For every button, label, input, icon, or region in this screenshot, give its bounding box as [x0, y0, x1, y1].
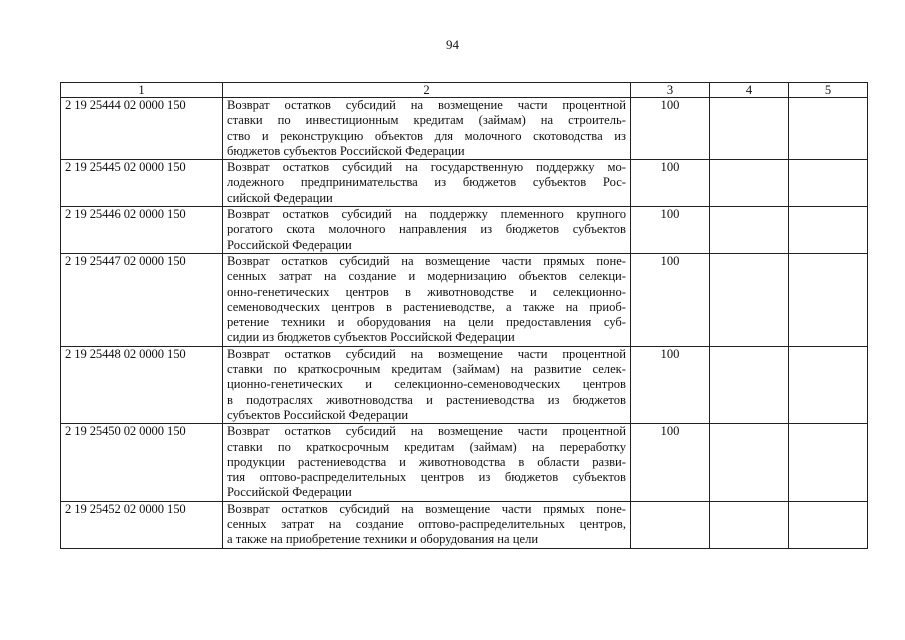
description-line: сенных затрат на создание оптово-распределительных центров,	[227, 517, 626, 532]
col4-cell	[710, 501, 789, 548]
table-row	[61, 346, 868, 423]
column-header: 1	[61, 83, 223, 98]
col4-cell	[710, 207, 789, 254]
description-line: ставки по инвестиционным кредитам (займам) на строитель-	[227, 113, 626, 128]
description-line: сидии из бюджетов субъектов Российской Федерации	[227, 330, 515, 345]
col4-cell	[710, 424, 789, 501]
description-line: ство и реконструкцию объектов для молочного скотоводства из	[227, 128, 626, 143]
description-line: продукции растениеводства и животноводства в области разви-	[227, 454, 626, 469]
description-line: ционно-генетических и селекционно-семеноводческих центров	[227, 377, 626, 392]
description-line: тия оптово-распределительных центров из бюджетов субъектов	[227, 470, 626, 485]
col4-cell	[710, 98, 789, 160]
col4-cell	[710, 346, 789, 423]
col5-cell	[789, 424, 868, 501]
column-header: 4	[710, 83, 789, 98]
description-cell	[223, 207, 631, 254]
col3-cell	[631, 501, 710, 548]
budget-code-cell: 2 19 25444 02 0000 150	[61, 98, 223, 160]
description-line: ставки по краткосрочным кредитам (займам) на развитие селек-	[227, 362, 626, 377]
description-line: Возврат остатков субсидий на возмещение части прямых поне-	[227, 253, 626, 268]
table-header-row	[61, 83, 868, 98]
description-line: сенных затрат на создание и модернизацию объектов селекци-	[227, 269, 626, 284]
description-line: рогатого скота молочного направления из бюджетов субъектов	[227, 222, 626, 237]
column-header: 5	[789, 83, 868, 98]
description-line: ставки по краткосрочным кредитам (займам) на переработку	[227, 439, 626, 454]
col5-cell	[789, 253, 868, 346]
description-line: сийской Федерации	[227, 190, 333, 205]
column-header: 3	[631, 83, 710, 98]
table-row	[61, 253, 868, 346]
page-number: 94	[446, 37, 459, 52]
budget-code-cell: 2 19 25448 02 0000 150	[61, 346, 223, 423]
description-line: бюджетов субъектов Российской Федерации	[227, 143, 465, 158]
col5-cell	[789, 501, 868, 548]
description-line: Возврат остатков субсидий на возмещение части процентной	[227, 98, 626, 112]
description-line: Возврат остатков субсидий на возмещение части прямых поне-	[227, 501, 626, 516]
description-cell	[223, 424, 631, 501]
description-line: онно-генетических центров в животноводстве и селекционно-	[227, 284, 626, 299]
description-cell	[223, 98, 631, 160]
description-cell	[223, 346, 631, 423]
table-row	[61, 98, 868, 160]
col4-cell	[710, 253, 789, 346]
col3-cell: 100	[631, 207, 710, 254]
column-header: 2	[223, 83, 631, 98]
col5-cell	[789, 160, 868, 207]
table-row	[61, 424, 868, 501]
description-line: Возврат остатков субсидий на государственную поддержку мо-	[227, 160, 626, 175]
col3-cell: 100	[631, 98, 710, 160]
budget-code-cell: 2 19 25445 02 0000 150	[61, 160, 223, 207]
description-line: субъектов Российской Федерации	[227, 407, 409, 422]
description-line: в подотраслях животноводства и растениеводства из бюджетов	[227, 392, 626, 407]
description-line: Возврат остатков субсидий на поддержку племенного крупного	[227, 207, 626, 222]
budget-code-cell: 2 19 25446 02 0000 150	[61, 207, 223, 254]
table-row	[61, 207, 868, 254]
budget-codes-table	[60, 82, 868, 549]
budget-code-cell: 2 19 25452 02 0000 150	[61, 501, 223, 548]
col5-cell	[789, 98, 868, 160]
col3-cell: 100	[631, 160, 710, 207]
col5-cell	[789, 346, 868, 423]
col4-cell	[710, 160, 789, 207]
description-line: Российской Федерации	[227, 237, 352, 252]
col3-cell: 100	[631, 346, 710, 423]
description-cell	[223, 253, 631, 346]
description-line: Возврат остатков субсидий на возмещение части процентной	[227, 424, 626, 439]
description-cell	[223, 160, 631, 207]
description-line: Возврат остатков субсидий на возмещение части процентной	[227, 346, 626, 361]
description-line: а также на приобретение техники и оборудования на цели	[227, 532, 539, 547]
col5-cell	[789, 207, 868, 254]
description-line: ретение техники и оборудования на цели предоставления суб-	[227, 315, 626, 330]
table-body	[61, 98, 868, 549]
col3-cell: 100	[631, 253, 710, 346]
table-row	[61, 501, 868, 548]
description-line: Российской Федерации	[227, 485, 352, 500]
description-line: семеноводческих центров в растениеводстве, а также на приоб-	[227, 299, 626, 314]
budget-code-cell: 2 19 25450 02 0000 150	[61, 424, 223, 501]
budget-code-cell: 2 19 25447 02 0000 150	[61, 253, 223, 346]
table-row	[61, 160, 868, 207]
col3-cell: 100	[631, 424, 710, 501]
description-cell	[223, 501, 631, 548]
description-line: лодежного предпринимательства из бюджетов субъектов Рос-	[227, 175, 626, 190]
